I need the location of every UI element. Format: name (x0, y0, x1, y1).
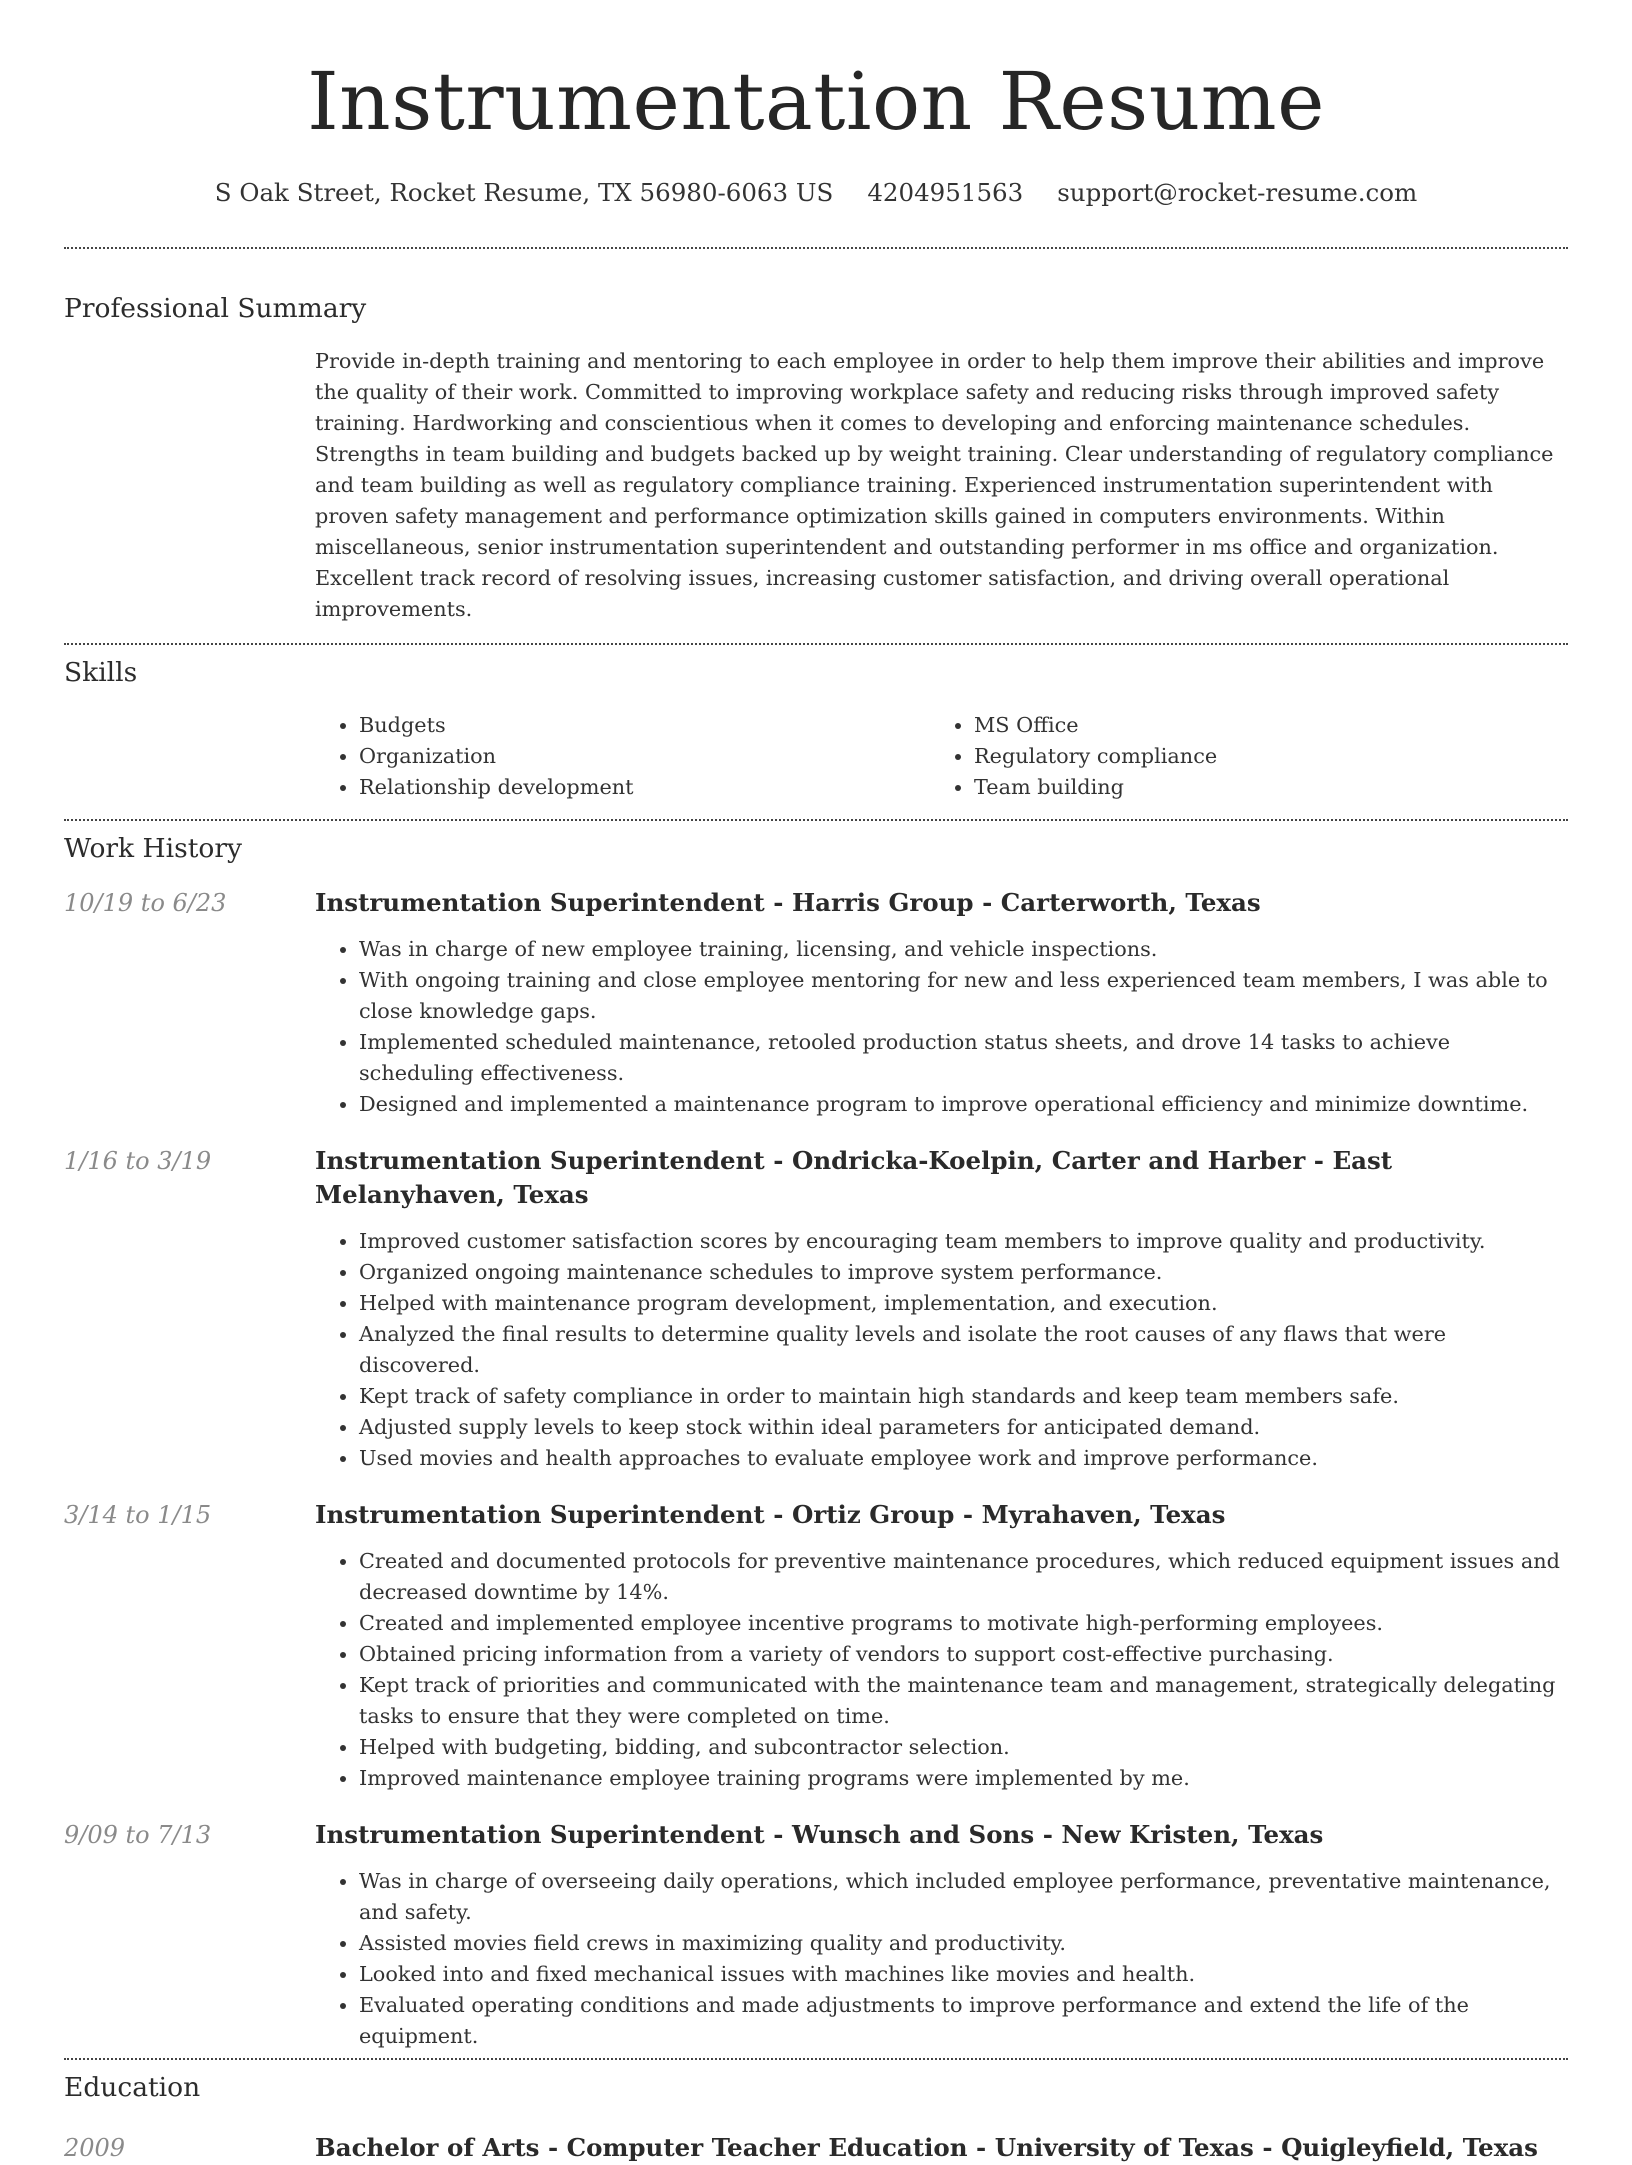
job-title: Instrumentation Superintendent - Ortiz Group - Myrahaven, Texas (315, 1500, 1226, 1529)
job-bullet: • Was in charge of new employee training, licensing, and vehicle inspections. (359, 934, 1568, 965)
job-bullet: • Helped with budgeting, bidding, and subcontractor selection. (359, 1732, 1568, 1763)
work-history-section (64, 821, 1568, 2058)
job-bullet: • Created and documented protocols for preventive maintenance procedures, which reduced equipment issues and decreased downtime by 14%. (359, 1546, 1568, 1608)
job-bullets (315, 1226, 1568, 1474)
skill-item: • Relationship development (359, 772, 930, 803)
job-entry (64, 1498, 1568, 1794)
skills-column-left (315, 710, 930, 803)
education-degree: Bachelor of Arts - Computer Teacher Education - University of Texas - Quigleyfield, Texas (315, 2133, 1538, 2162)
job-bullet: • Organized ongoing maintenance schedules to improve system performance. (359, 1257, 1568, 1288)
job-bullet: • Improved maintenance employee training programs were implemented by me. (359, 1763, 1568, 1794)
skill-item: • MS Office (974, 710, 1545, 741)
job-bullets (315, 934, 1568, 1120)
job-bullet: • Was in charge of overseeing daily operations, which included employee performance, preventative maintenance, and safety. (359, 1866, 1568, 1928)
summary-text: Provide in-depth training and mentoring to each employee in order to help them improve their abilities and improve the quality of their work. Committed to improving workplace safety and reducing risks through improved safety training. Hardworking and conscientious when it comes to developing and enforcing maintenance schedules. Strengths in team building and budgets backed up by weight training. Clear understanding of regulatory compliance and team building as well as regulatory compliance training. Experienced instrumentation superintendent with proven safety management and performance optimization skills gained in computers environments. Within miscellaneous, senior instrumentation superintendent and outstanding performer in ms office and organization. Excellent track record of resolving issues, increasing customer satisfaction, and driving overall operational improvements. (315, 349, 1554, 621)
education-year: 2009 (64, 2134, 126, 2162)
job-entry (64, 1818, 1568, 2052)
job-title: Instrumentation Superintendent - Ondricka-Koelpin, Carter and Harber - East Melanyhaven, Texas (315, 1146, 1393, 1209)
job-bullet: • Adjusted supply levels to keep stock within ideal parameters for anticipated demand. (359, 1412, 1568, 1443)
education-body (315, 2131, 1568, 2165)
job-dates: 10/19 to 6/23 (64, 889, 227, 917)
job-bullet: • Improved customer satisfaction scores by encouraging team members to improve quality and productivity. (359, 1226, 1568, 1257)
job-bullet: • Evaluated operating conditions and made adjustments to improve performance and extend the life of the equipment. (359, 1990, 1568, 2052)
job-bullet: • Obtained pricing information from a variety of vendors to support cost-effective purchasing. (359, 1639, 1568, 1670)
job-bullet: • Assisted movies field crews in maximizing quality and productivity. (359, 1928, 1568, 1959)
job-body (315, 1818, 1568, 2052)
job-body (315, 886, 1568, 1120)
job-bullet: • Designed and implemented a maintenance program to improve operational efficiency and minimize downtime. (359, 1089, 1568, 1120)
skills-section (64, 645, 1568, 819)
section-title-summary: Professional Summary (64, 293, 367, 324)
skills-column-right (930, 710, 1545, 803)
address: S Oak Street, Rocket Resume, TX 56980-6063 US (214, 178, 834, 207)
job-bullet: • Implemented scheduled maintenance, retooled production status sheets, and drove 14 tasks to achieve scheduling effectiveness. (359, 1027, 1568, 1089)
job-bullet: • Analyzed the final results to determine quality levels and isolate the root causes of any flaws that were discovered. (359, 1319, 1568, 1381)
job-entry (64, 886, 1568, 1120)
job-bullet: • Helped with maintenance program development, implementation, and execution. (359, 1288, 1568, 1319)
skill-item: • Organization (359, 741, 930, 772)
job-entry (64, 1144, 1568, 1474)
phone: 4204951563 (867, 178, 1024, 207)
skill-item: • Budgets (359, 710, 930, 741)
job-bullet: • Looked into and fixed mechanical issues with machines like movies and health. (359, 1959, 1568, 1990)
job-title: Instrumentation Superintendent - Harris Group - Carterworth, Texas (315, 888, 1261, 917)
education-entry (64, 2131, 1568, 2165)
skill-item: • Team building (974, 772, 1545, 803)
job-dates: 3/14 to 1/15 (64, 1501, 212, 1529)
skill-item: • Regulatory compliance (974, 741, 1545, 772)
section-title-skills: Skills (64, 657, 138, 688)
professional-summary-section (64, 249, 1568, 643)
section-title-work: Work History (64, 833, 242, 864)
resume-title: Instrumentation Resume (307, 55, 1325, 148)
job-dates: 1/16 to 3/19 (64, 1147, 212, 1175)
section-title-education: Education (64, 2072, 201, 2103)
job-bullets (315, 1546, 1568, 1794)
job-bullets (315, 1866, 1568, 2052)
contact-line (64, 178, 1568, 207)
job-bullet: • Kept track of safety compliance in order to maintain high standards and keep team members safe. (359, 1381, 1568, 1412)
skills-grid (315, 710, 1568, 803)
email[interactable]: support@rocket-resume.com (1057, 178, 1418, 207)
job-body (315, 1144, 1568, 1474)
job-bullet: • Created and implemented employee incentive programs to motivate high-performing employees. (359, 1608, 1568, 1639)
job-body (315, 1498, 1568, 1794)
job-bullet: • With ongoing training and close employee mentoring for new and less experienced team members, I was able to close knowledge gaps. (359, 965, 1568, 1027)
job-dates: 9/09 to 7/13 (64, 1821, 212, 1849)
job-bullet: • Used movies and health approaches to evaluate employee work and improve performance. (359, 1443, 1568, 1474)
job-bullet: • Kept track of priorities and communicated with the maintenance team and management, strategically delegating tasks to ensure that they were completed on time. (359, 1670, 1568, 1732)
job-title: Instrumentation Superintendent - Wunsch and Sons - New Kristen, Texas (315, 1820, 1324, 1849)
education-section (64, 2060, 1568, 2165)
